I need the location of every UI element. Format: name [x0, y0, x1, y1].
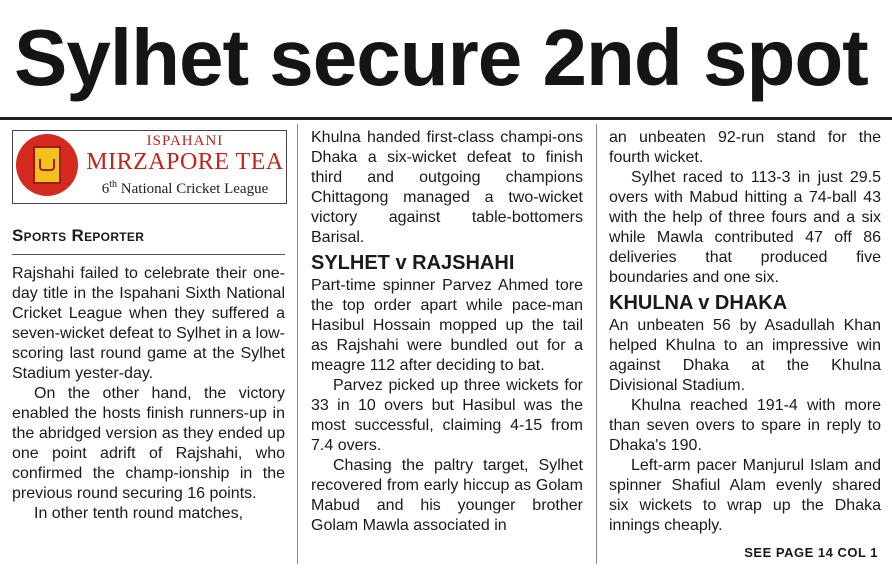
paragraph: Khulna reached 191-4 with more than seven overs to spare in reply to Dhaka's 190.: [609, 397, 881, 454]
mirzapore-tea-badge-icon: [16, 134, 78, 196]
logo-line-mirzapore-tea: MIRZAPORE TEA: [86, 149, 284, 175]
subhead-sylhet-rajshahi: SYLHET v RAJSHAHI: [311, 252, 515, 274]
sponsor-logo: [12, 130, 287, 204]
column-divider: [596, 124, 597, 564]
column-divider: [297, 124, 298, 564]
continued-reference: SEE PAGE 14 COL 1: [744, 545, 878, 560]
paragraph: Parvez picked up three wickets for 33 in 10 overs but Hasibul was the most successful, claiming 4-15 from 7.4 overs.: [311, 377, 583, 454]
byline-rule: [12, 254, 285, 255]
paragraph: Sylhet raced to 113-3 in just 29.5 overs with Mabud hitting a 74-ball 43 with the help of three fours and a six while Mawla contributed 47 off 86 deliveries that produced five boundaries and one six.: [609, 169, 881, 286]
column-3: [609, 128, 881, 536]
paragraph: an unbeaten 92-run stand for the fourth wicket.: [609, 129, 881, 166]
headline-rule: [0, 117, 892, 120]
column-2: [311, 128, 583, 536]
logo-line-league: 6th National Cricket League: [101, 179, 269, 197]
headline: Sylhet secure 2nd spot: [14, 13, 868, 102]
paragraph: Left-arm pacer Manjurul Islam and spinner Shafiul Alam evenly shared six wickets to wrap up the Dhaka innings cheaply.: [609, 457, 881, 534]
logo-line-ispahani: ISPAHANI: [146, 133, 224, 149]
paragraph: Part-time spinner Parvez Ahmed tore the top order apart while pace-man Hasibul Hossain mopped up the tail as Rajshahi were bundled out for a meagre 112 after deciding to bat.: [311, 277, 583, 374]
paragraph: Chasing the paltry target, Sylhet recovered from early hiccup as Golam Mabud and his younger brother Golam Mawla associated in: [311, 457, 583, 534]
paragraph: Rajshahi failed to celebrate their one-day title in the Ispahani Sixth National Cricket League when they suffered a seven-wicket defeat to Sylhet in a low-scoring last round game at the Sylhet Stadium yester-day.: [12, 265, 285, 382]
paragraph: An unbeaten 56 by Asadullah Khan helped Khulna to an impressive win against Dhaka at the Khulna Divisional Stadium.: [609, 317, 881, 394]
paragraph: Khulna handed first-class champi-ons Dhaka a six-wicket defeat to finish third and outgoing champions Chittagong managed a two-wicket victory against table-bottomers Barisal.: [311, 129, 583, 246]
paragraph: On the other hand, the victory enabled the hosts finish runners-up in the abridged version as they ended up one point adrift of Rajshahi, who confirmed the champ-ionship in the previous round securing 16 points.: [12, 385, 285, 502]
subhead-khulna-dhaka: KHULNA v DHAKA: [609, 292, 788, 314]
byline: Sports Reporter: [12, 226, 145, 245]
column-1: [12, 264, 285, 524]
paragraph: In other tenth round matches,: [34, 505, 244, 522]
